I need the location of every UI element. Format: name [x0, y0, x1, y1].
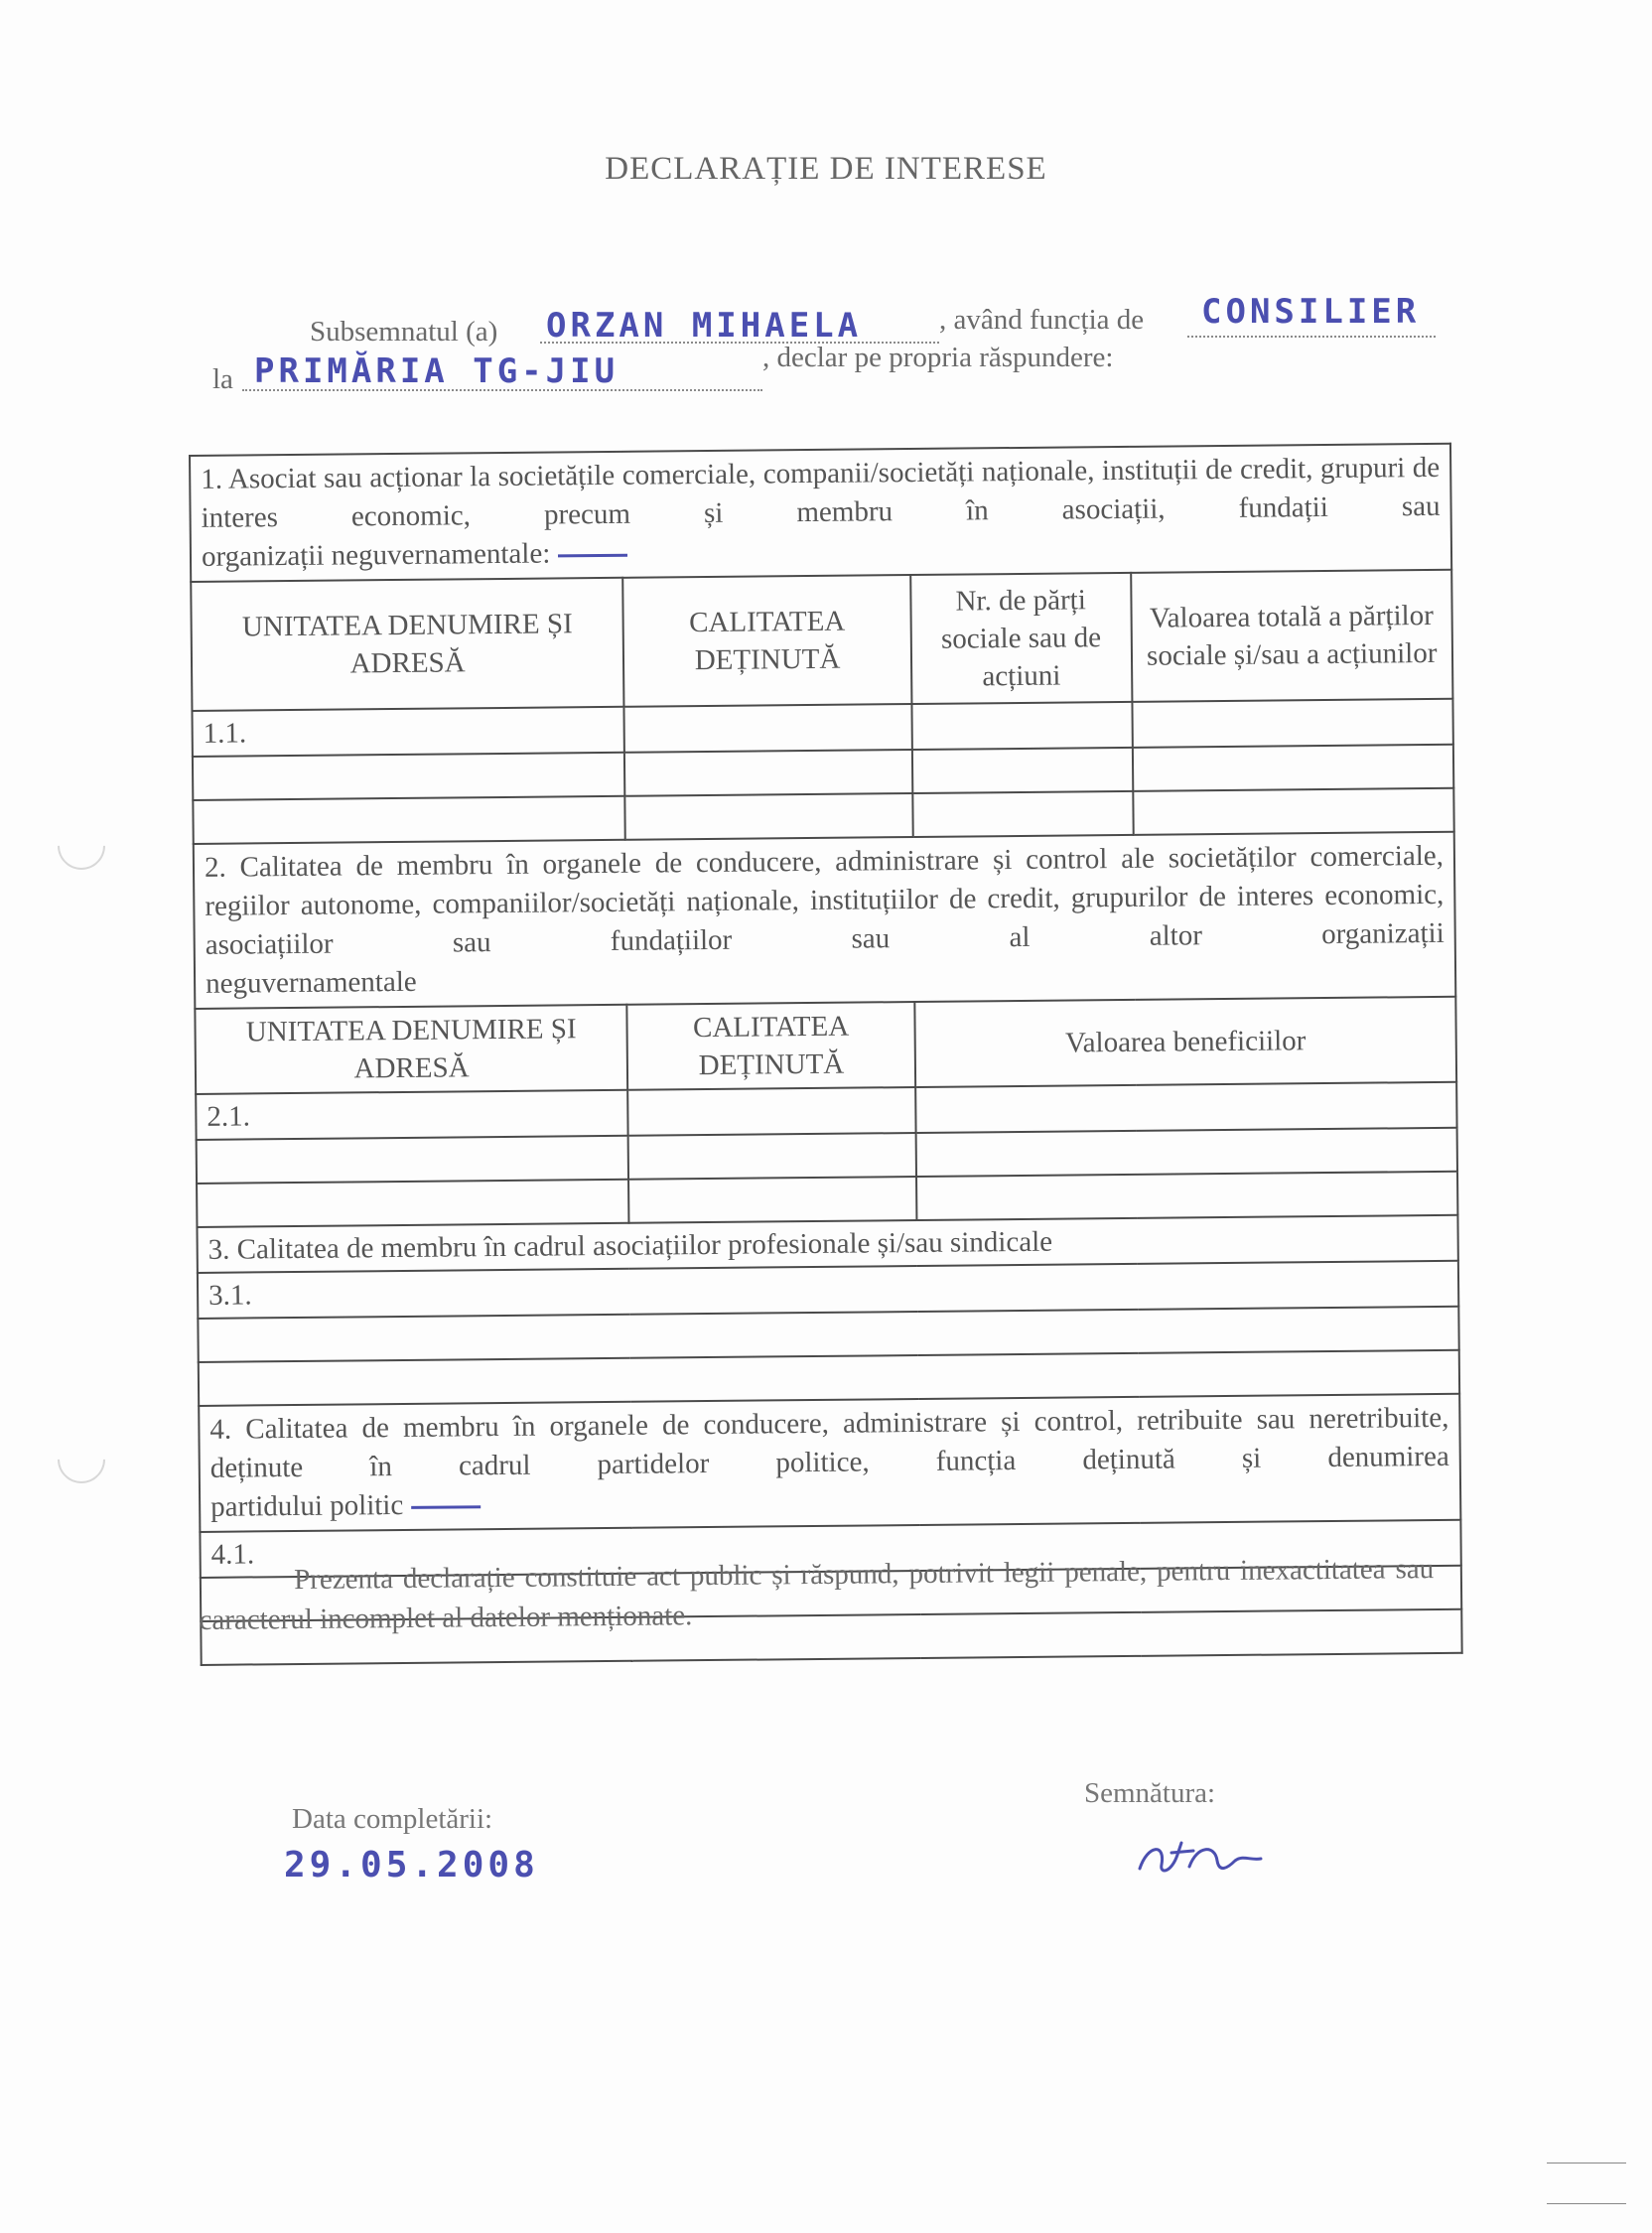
table-cell — [197, 1136, 629, 1184]
section-3-heading: 3. Calitatea de membru în cadrul asociațiilor profesionale și/sau sindicale — [197, 1215, 1457, 1273]
la-field-value: PRIMĂRIA TG-JIU — [254, 351, 620, 391]
table-cell — [912, 791, 1133, 837]
section-1-heading-row — [190, 444, 1451, 582]
table-cell — [628, 1133, 916, 1180]
section-2-heading — [194, 832, 1456, 1009]
s1-col-nr-parti: Nr. de părți sociale sau de acțiuni — [910, 573, 1132, 704]
table-cell — [1132, 745, 1453, 791]
section-1-heading — [190, 444, 1451, 582]
s2-col-calitatea: CALITATEA DEȚINUTĂ — [627, 1002, 915, 1090]
table-cell — [912, 748, 1133, 793]
section-1-heading-text: 1. Asociat sau acționar la societățile comerciale, companii/societăți naționale, instituții de credit, grupuri de interes economic, precum și membru în asociații, fundații sau — [201, 451, 1441, 534]
table-cell — [628, 1177, 916, 1223]
functia-field-value: CONSILIER — [1201, 292, 1421, 332]
section-2-heading-row — [194, 832, 1456, 1009]
table-cell — [624, 704, 912, 753]
table-cell — [625, 793, 913, 840]
table-cell — [193, 753, 625, 800]
punch-hole-mark — [48, 1426, 115, 1493]
functia-field-line — [1187, 336, 1436, 338]
intro-subsemnatul-label: Subsemnatul (a) — [310, 316, 498, 348]
s3-row-number: 3.1. — [198, 1261, 1458, 1319]
s4-row-number: 4.1. — [200, 1520, 1460, 1578]
section-1-heading-last-text: organizații neguvernamentale: — [201, 537, 551, 573]
section-4-heading-text: 4. Calitatea de membru în organele de conducere, administrare și control, retribuite sau neretribuite, deținute în cadrul partidelor politice, funcția deținută și denumirea — [209, 1401, 1449, 1484]
table-cell — [915, 1128, 1457, 1177]
section-4-heading-last-text: partidului politic — [210, 1488, 404, 1523]
table-cell — [624, 750, 912, 796]
s2-col-valoarea-beneficiilor: Valoarea beneficiilor — [914, 997, 1456, 1087]
signature-label: Semnătura: — [1084, 1777, 1216, 1809]
scan-stamp-mark — [1547, 2163, 1626, 2222]
intro-functia-label: , având funcția de — [939, 304, 1145, 336]
date-label: Data completării: — [292, 1803, 493, 1835]
handwritten-underline — [558, 554, 627, 558]
date-value: 29.05.2008 — [284, 1845, 539, 1885]
s1-col-calitatea: CALITATEA DEȚINUTĂ — [622, 575, 911, 707]
section-1-heading-last — [202, 526, 1441, 577]
section-2-heading-last-text: neguvernamentale — [205, 965, 417, 1000]
section-4-heading-row — [199, 1394, 1460, 1532]
name-field-value: ORZAN MIHAELA — [546, 306, 863, 346]
legal-statement: Prezenta declarație constituie act public și răspund, potrivit legii penale, pentru inexactitatea sau caracterul incomplet al datelor menționate. — [199, 1553, 1435, 1636]
section-2-heading-text: 2. Calitatea de membru în organele de conducere, administrare și control ale societăților comerciale, regiilor autonome, companiilor/societăți naționale, instituțiilor de credit, grupurilor de interes economic, asociațiilor sau fundațiilor sau al altor organizații — [204, 839, 1445, 961]
s1-col-valoarea: Valoarea totală a părților sociale și/sau a acțiunilor — [1131, 570, 1453, 702]
table-cell — [915, 1082, 1457, 1133]
handwritten-signature — [1132, 1825, 1271, 1884]
handwritten-underline — [411, 1505, 481, 1509]
table-cell — [627, 1087, 915, 1136]
table-cell — [197, 1180, 629, 1227]
section-4-heading — [199, 1394, 1460, 1532]
section-4-heading-last — [210, 1476, 1449, 1527]
section-1-header-row — [191, 570, 1452, 711]
s2-row-number: 2.1. — [196, 1090, 628, 1140]
punch-hole-mark — [48, 812, 115, 880]
intro-declar-label: , declar pe propria răspundere: — [762, 342, 1114, 373]
interests-table — [189, 443, 1463, 1666]
document-title: DECLARAȚIE DE INTERESE — [605, 151, 1047, 187]
section-2-heading-last — [206, 953, 1445, 1004]
table-cell — [1133, 788, 1454, 835]
table-cell — [193, 796, 625, 844]
section-2-header-row — [195, 997, 1456, 1094]
table-cell — [916, 1172, 1458, 1220]
table-cell — [1132, 699, 1453, 748]
s1-row-number: 1.1. — [192, 707, 624, 757]
s2-col-unitatea: UNITATEA DENUMIRE ȘI ADRESĂ — [195, 1005, 627, 1094]
table-cell — [911, 702, 1132, 750]
s1-col-unitatea: UNITATEA DENUMIRE ȘI ADRESĂ — [191, 578, 623, 711]
intro-la-label: la — [212, 363, 233, 395]
